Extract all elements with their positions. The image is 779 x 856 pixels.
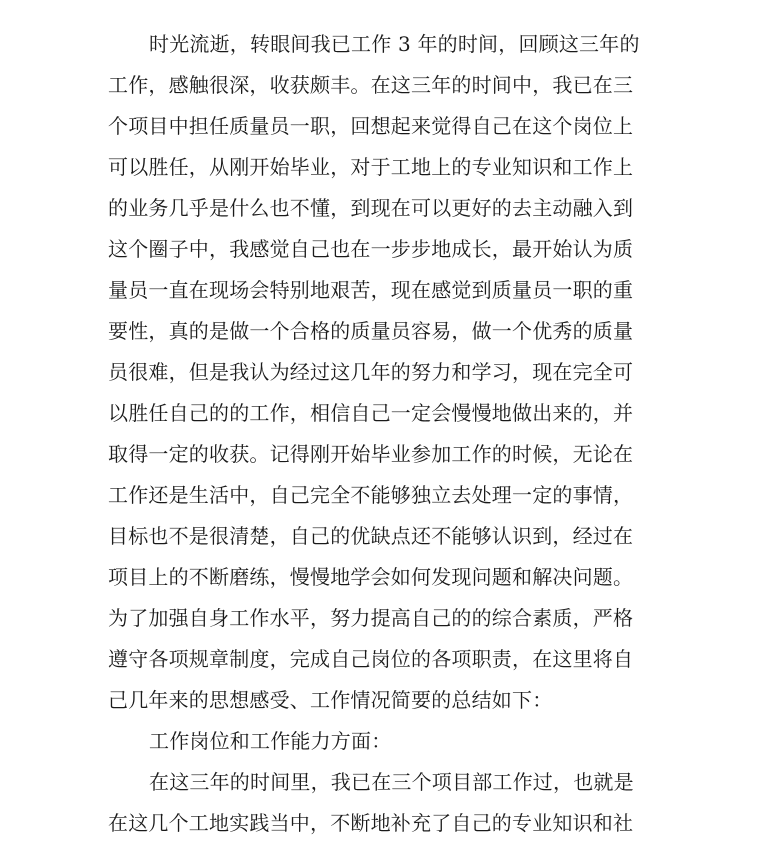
paragraph-line: 可以胜任，从刚开始毕业，对于工地上的专业知识和工作上 xyxy=(108,155,634,179)
paragraph-line: 取得一定的收获。记得刚开始毕业参加工作的时候，无论在 xyxy=(108,442,634,466)
paragraph-line: 以胜任自己的的工作，相信自己一定会慢慢地做出来的，并 xyxy=(108,401,634,425)
paragraph-line: 员很难，但是我认为经过这几年的努力和学习，现在完全可 xyxy=(108,360,634,384)
paragraph-line: 的业务几乎是什么也不懂，到现在可以更好的去主动融入到 xyxy=(108,196,634,220)
paragraph-line: 在这几个工地实践当中，不断地补充了自己的专业知识和社 xyxy=(108,811,634,835)
paragraph-line: 己几年来的思想感受、工作情况简要的总结如下： xyxy=(108,688,553,712)
paragraph-line: 时光流逝，转眼间我已工作 3 年的时间，回顾这三年的 xyxy=(149,32,640,56)
paragraph-line: 项目上的不断磨练，慢慢地学会如何发现问题和解决问题。 xyxy=(108,565,634,589)
paragraph-line: 量员一直在现场会特别地艰苦，现在感觉到质量员一职的重 xyxy=(108,278,634,302)
paragraph-line: 为了加强自身工作水平，努力提高自己的的综合素质，严格 xyxy=(108,606,634,630)
paragraph-line: 这个圈子中，我感觉自己也在一步步地成长，最开始认为质 xyxy=(108,237,634,261)
section-heading: 工作岗位和工作能力方面： xyxy=(149,729,392,753)
paragraph-line: 遵守各项规章制度，完成自己岗位的各项职责，在这里将自 xyxy=(108,647,634,671)
paragraph-line: 工作还是生活中，自己完全不能够独立去处理一定的事情， xyxy=(108,483,634,507)
paragraph-line: 要性，真的是做一个合格的质量员容易，做一个优秀的质量 xyxy=(108,319,634,343)
paragraph-line: 目标也不是很清楚，自己的优缺点还不能够认识到，经过在 xyxy=(108,524,634,548)
paragraph-line: 在这三年的时间里，我已在三个项目部工作过，也就是 xyxy=(149,770,634,794)
paragraph-line: 工作，感触很深，收获颇丰。在这三年的时间中，我已在三 xyxy=(108,73,634,97)
paragraph-line: 个项目中担任质量员一职，回想起来觉得自己在这个岗位上 xyxy=(108,114,634,138)
